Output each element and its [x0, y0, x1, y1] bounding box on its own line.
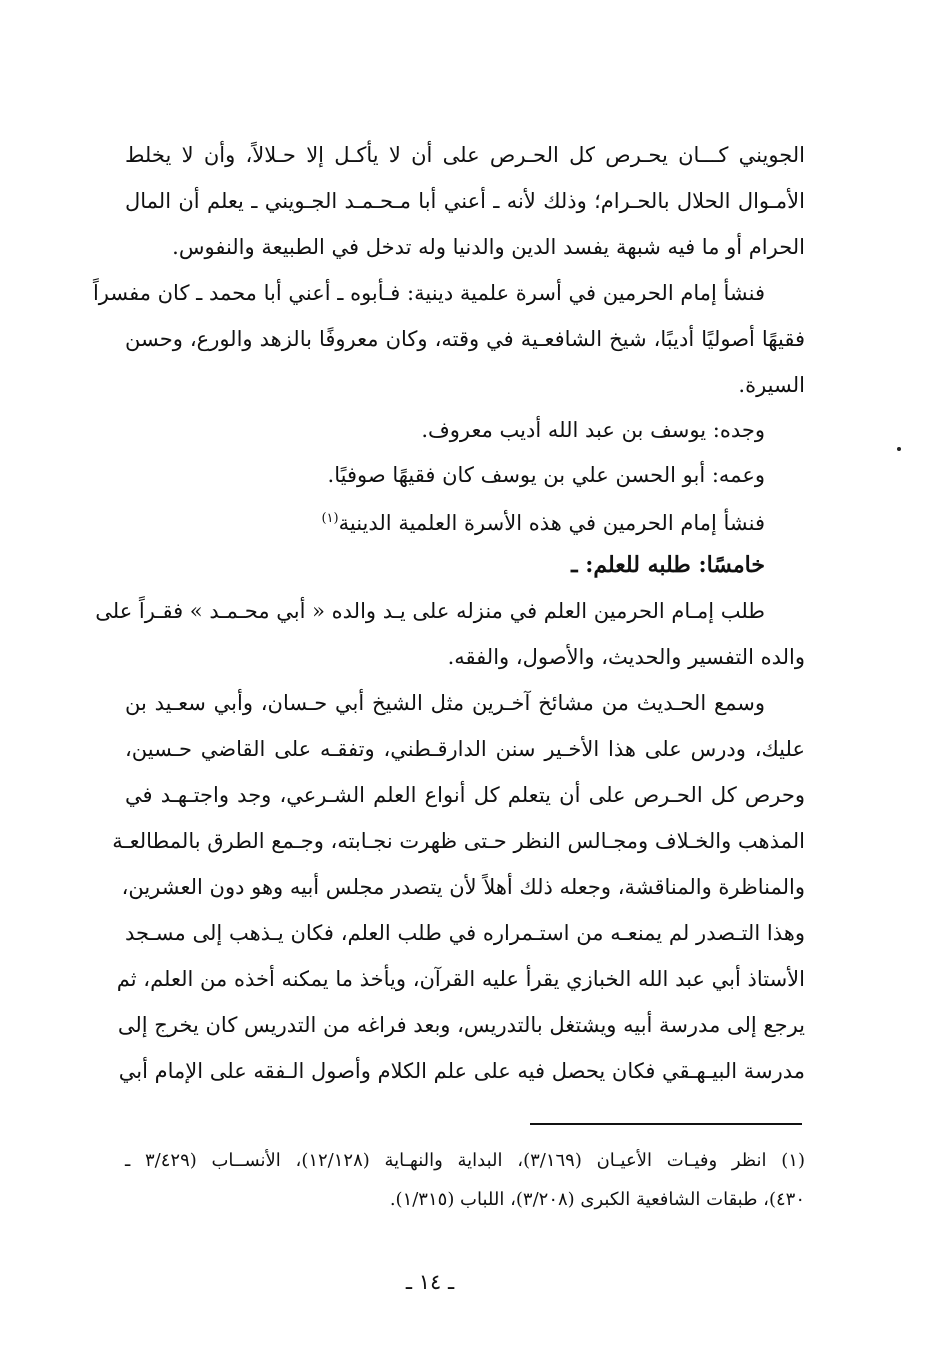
body-line-3: الحرام أو ما فيه شبهة يفسد الدين والدنيا وله تدخل في الطبيعة والنفوس.	[172, 235, 805, 259]
body-line-5: فقيهًا أصوليًا أديبًا، شيخ الشافعـية في وقته، وكان معروفًا بالزهد والورع، وحسن	[125, 327, 805, 351]
body-line-15: وحرص كل الحـرص على أن يتعلم كل أنواع العلم الشـرعي، وجد واجتـهـد في	[125, 783, 805, 807]
footnote-line-2: ٤٣٠)، طبقات الشافعية الكبرى (٣/٢٠٨)، اللباب (١/٣١٥).	[389, 1189, 805, 1210]
body-line-2: الأمـوال الحلال بالحـرام؛ وذلك لأنه ـ أعني أبا مـحـمـد الجـويني ـ يعلم أن المال	[125, 189, 805, 213]
footnote-line-1: (١) انظر وفيـات الأعيـان (٣/١٦٩)، البداية والنهـاية (١٢/١٢٨)، الأنســاب (٣/٤٢٩ ـ	[125, 1150, 805, 1171]
footnote-separator	[530, 1123, 802, 1125]
section-heading: خامسًا: طلبه للعلم: ـ	[571, 552, 765, 578]
body-line-12: والده التفسير والحديث، والأصول، والفقه.	[447, 645, 805, 669]
body-line-7: وجده: يوسف بن عبد الله أديب معروف.	[421, 418, 765, 442]
page-number: ـ ١٤ ـ	[405, 1270, 455, 1294]
body-line-1: الجويني كـــان يحـرص كل الحـرص على أن لا يأكـل إلا حـلالاً، وأن لا يخلط	[125, 143, 805, 167]
body-line-14: عليك، ودرس على هذا الأخـير سنن الدارقـطني، وتفقـه على القاضي حـسين،	[125, 737, 805, 761]
body-line-11: طلب إمـام الحرمين العلم في منزله على يـد والده « أبي محـمـد » فقـراً على	[95, 599, 765, 623]
body-line-20: يرجع إلى مدرسة أبيه ويشتغل بالتدريس، وبعد فراغه من التدريس كان يخرج إلى	[117, 1013, 805, 1037]
scan-speck	[897, 447, 901, 451]
body-line-21: مدرسة البيـهـقي فكان يحصل فيه على علم الكلام وأصول الـفقه على الإمام أبي	[118, 1059, 805, 1083]
body-line-6: السيرة.	[738, 373, 805, 397]
body-line-17: والمناظرة والمناقشة، وجعله ذلك أهلاً لأن يتصدر مجلس أبيه وهو دون العشرين،	[121, 875, 805, 899]
body-line-18: وهذا التـصدر لم يمنعـه من استـمراره في طلب العلم، فكان يـذهب إلى مسـجد	[125, 921, 805, 945]
footnote-marker: (١)	[321, 511, 339, 526]
body-line-4: فنشأ إمام الحرمين في أسرة علمية دينية: فـأبوه ـ أعني أبا محمد ـ كان مفسراً	[92, 281, 765, 305]
body-line-9-text: فنشأ إمام الحرمين في هذه الأسرة العلمية الدينية	[338, 511, 765, 535]
body-line-19: الأستاذ أبي عبد الله الخبازي يقرأ عليه القرآن، ويأخذ ما يمكنه أخذه من العلم، ثم	[116, 967, 805, 991]
body-line-13: وسمع الحـديث من مشائخ آخـرين مثل الشيخ أبي حـسان، وأبي سعـيد بن	[125, 691, 765, 715]
body-line-8: وعمه: أبو الحسن علي بن يوسف كان فقيهًا صوفيًا.	[327, 463, 765, 487]
body-line-16: المذهب والخـلاف ومجـالس النظر حـتى ظهرت نجـابته، وجـمع الطرق بالمطالعـة	[112, 829, 805, 853]
body-line-9	[125, 504, 765, 538]
